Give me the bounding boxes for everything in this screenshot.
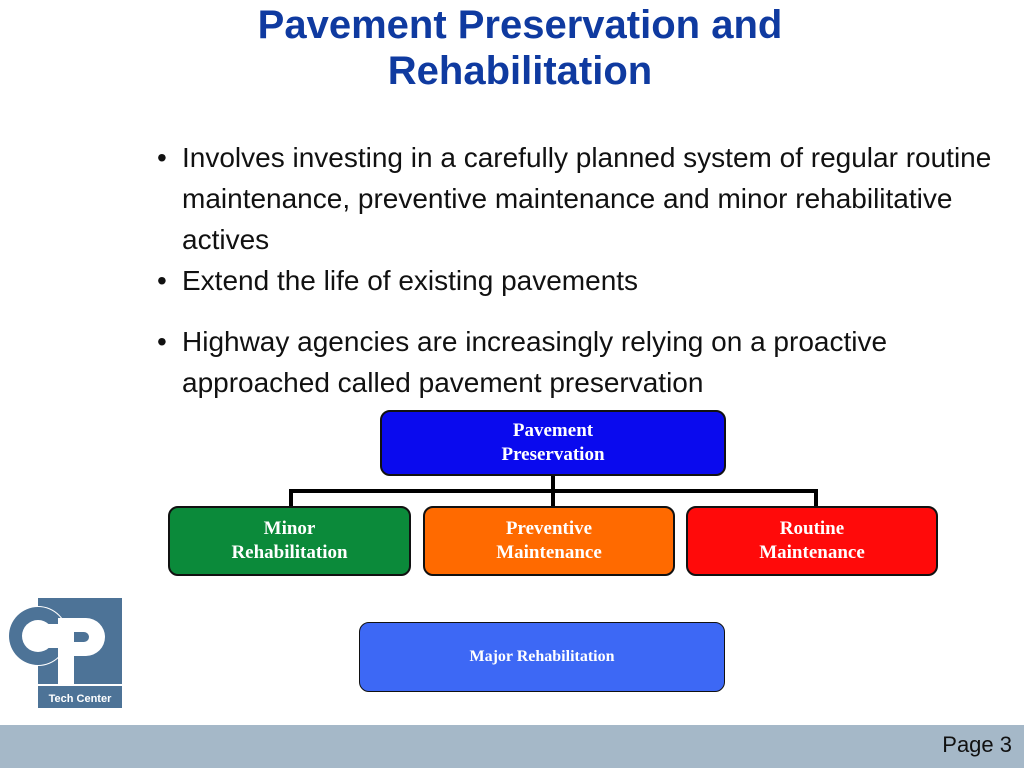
box-label-line: Maintenance (496, 542, 602, 563)
bullet-list (155, 137, 995, 403)
title-line-2: Rehabilitation (387, 49, 653, 93)
bullet-item: • Involves investing in a carefully planned system of regular routine maintenance, preventive maintenance and minor rehabilitative actives (155, 137, 995, 260)
connector-preventive (551, 489, 555, 507)
box-routine-maintenance (686, 506, 938, 576)
box-label-line: Preservation (501, 444, 605, 465)
cp-tech-center-logo (8, 598, 122, 710)
box-label: Major Rehabilitation (469, 648, 615, 665)
box-major-rehabilitation (359, 622, 725, 692)
bullet-item: • Extend the life of existing pavements (155, 260, 995, 301)
slide-title (150, 2, 890, 94)
connector-minor (289, 489, 293, 507)
footer-bar (0, 725, 1024, 768)
box-label-line: Pavement (512, 420, 594, 441)
box-label-line: Minor (263, 518, 316, 539)
box-label-line: Preventive (505, 518, 593, 539)
box-preventive-maintenance (423, 506, 675, 576)
box-minor-rehabilitation (168, 506, 411, 576)
box-pavement-preservation (380, 410, 726, 476)
logo-caption: Tech Center (48, 693, 112, 705)
box-label-line: Maintenance (759, 542, 865, 563)
connector-routine (814, 489, 818, 507)
page-number: Page 3 (942, 732, 1012, 757)
box-label-line: Routine (779, 518, 845, 539)
box-label-line: Rehabilitation (231, 542, 348, 563)
bullet-item: • Highway agencies are increasingly relying on a proactive approached called pavement preservation (155, 321, 995, 403)
title-line-1: Pavement Preservation and (257, 3, 783, 47)
